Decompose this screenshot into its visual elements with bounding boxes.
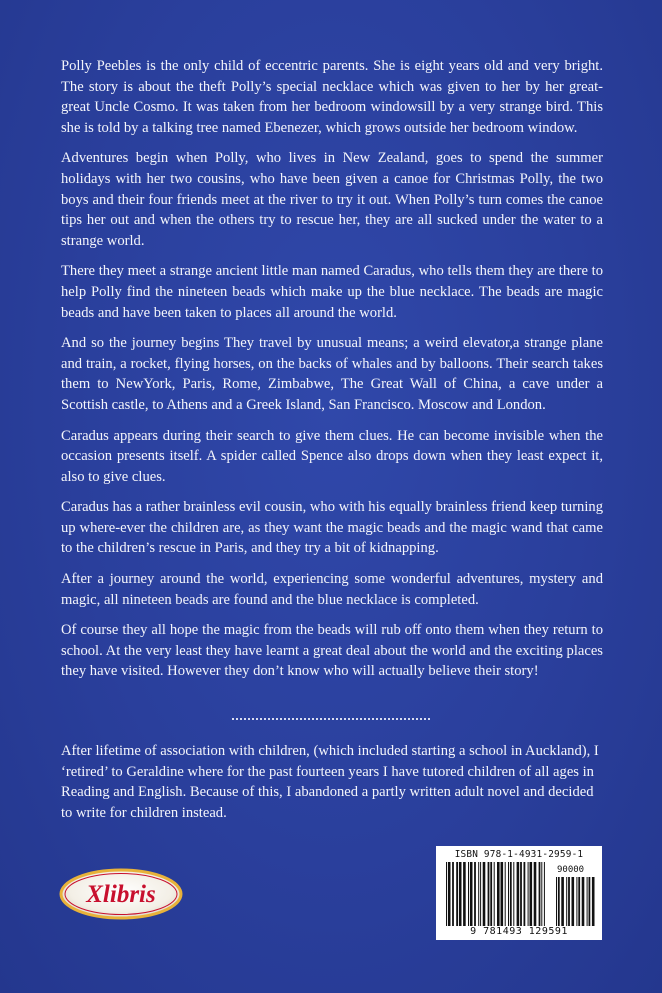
blurb-paragraph-7: After a journey around the world, experiencing some wonderful adventures, mystery and magic, all nineteen beads are found and the blue necklace is completed. [61,571,603,608]
blurb-paragraph-3: There they meet a strange ancient little man named Caradus, who tells them they are there to help Polly find the nineteen beads which make up the blue necklace. The beads are magic beads and have been taken to places all around the world. [61,263,603,321]
publisher-name: Xlibris [86,881,156,908]
blurb [61,56,603,692]
blurb-paragraph-8: Of course they all hope the magic from the beads will rub off onto them when they return to school. At the very least they have learnt a great deal about the world and the exciting places they have visited. However they don’t know who will actually believe their story! [61,622,603,680]
isbn-barcode [436,846,602,940]
ean-digits: 9 781493 129591 [470,926,568,937]
blurb-paragraph-6: Caradus has a rather brainless evil cousin, who with his equally brainless friend keep turning up where-ever the children are, as they want the magic beads and the magic wand that came to the children’s rescue in Paris, and they try a bit of kidnapping. [61,499,603,557]
blurb-paragraph-5: Caradus appears during their search to give them clues. He can become invisible when the occasion presents itself. A spider called Spence also drops down when they least expect it, also to give clues. [61,427,603,485]
blurb-paragraph-1: Polly Peebles is the only child of eccentric parents. She is eight years old and very bright. The story is about the theft Polly’s special necklace which was given to her by her great-great Uncle Cosmo. It was taken from her bedroom windowsill by a very strange bird. This she is told by a talking tree named Ebenezer, which grows outside her bedroom window. [61,58,603,136]
blurb-paragraph-4: And so the journey begins They travel by unusual means; a weird elevator,a strange plane and train, a rocket, flying horses, on the backs of whales and by balloons. Their search takes them to NewYork, Paris, Rome, Zimbabwe, The Great Wall of China, a cave under a Scottish castle, to Athens and a Greek Island, San Francisco. Moscow and London. [61,335,603,413]
price-code: 90000 [557,865,585,875]
isbn-text: ISBN 978-1-4931-2959-1 [454,849,584,860]
section-divider [232,718,430,720]
author-bio [61,741,603,823]
blurb-paragraph-2: Adventures begin when Polly, who lives in New Zealand, goes to spend the summer holidays with her two cousins, who have been given a canoe for Christmas Polly, the two boys and their four friends meet at the river to try it out. When Polly’s turn comes the canoe tips her out and when the others try to rescue her, they are all sucked under the water to a strange world. [61,150,603,249]
publisher-logo-icon [59,868,183,920]
author-bio-text: After lifetime of association with children, (which included starting a school in Auckland), I ‘retired’ to Geraldine where for the past fourteen years I have tutored children of all ages in Reading and English. Because of this, I abandoned a partly written adult novel and decided to write for children instead. [61,743,599,821]
